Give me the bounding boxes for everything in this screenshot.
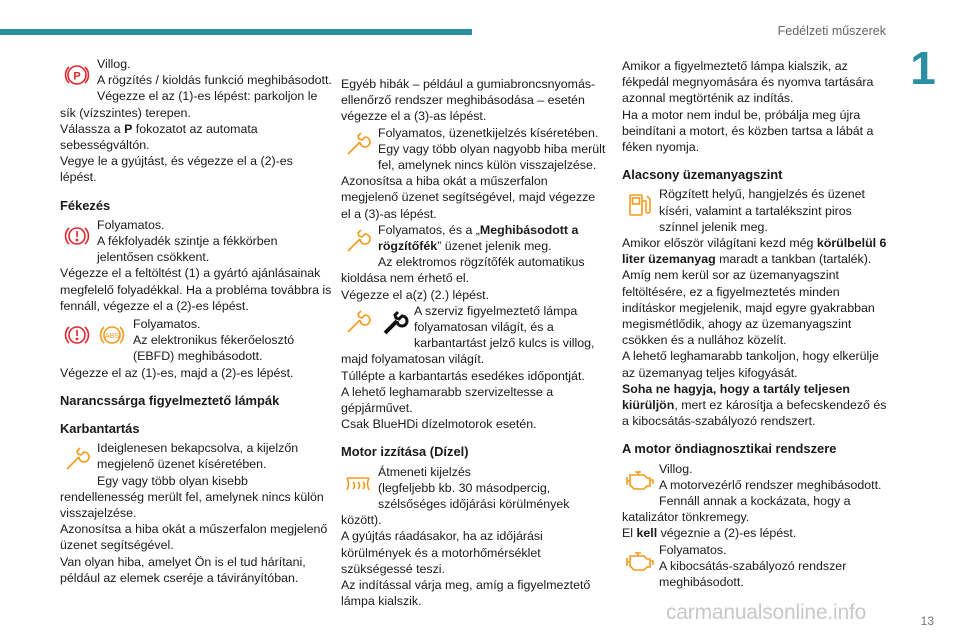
wrench-and-key-icons — [341, 305, 411, 339]
column-1 — [60, 56, 332, 586]
brake-warning-icon — [60, 219, 94, 253]
glow-plug-icon — [341, 466, 375, 500]
chapter-number: 1 — [910, 42, 936, 94]
heading-engine-diagnostics: A motor öndiagnosztikai rendszere — [622, 441, 837, 457]
service-wrench-icon — [341, 127, 375, 161]
heading-orange-lamps: Narancssárga figyelmeztető lámpák — [60, 392, 280, 408]
preheat-block: Átmeneti kijelzés (legfeljebb kb. 30 másodpercig, szélsőséges időjárási körülmények között). A gyújtás ráadásakor, ha az időjárási körülmények és a motorhőmérséklet szükségessé teszi. Az indítással várja meg, amíg a figyelmeztető lámpa kialszik. — [341, 464, 591, 609]
heading-glow-plug: Motor izzítása (Dízel) — [341, 444, 469, 460]
service-wrench-icon — [60, 442, 94, 476]
parking-brake-warning-block: P Villog. A rögzítés / kioldás funkció meghibásodott. Végezze el az (1)-es lépést: parkoljon le sík (vízszintes) terepen. Válassza a P fokozatot az automata sebességváltón. Vegye le a gyújtást, és végezze el a (2)-es lépést. — [60, 57, 332, 185]
parking-brake-fault-block: Folyamatos, és a „Meghibásodott a rögzítőfék” üzenet jelenik meg. Az elektromos rögzítőfék automatikus kioldása nem érhető el. Végezze el a(z) (2.) lépést. — [341, 222, 585, 302]
heading-karbantartas: Karbantartás — [60, 421, 140, 437]
engine-icon — [622, 463, 656, 497]
heading-fekezes: Fékezés — [60, 197, 111, 213]
svg-text:P: P — [73, 70, 81, 83]
engine-icon — [622, 544, 656, 578]
column-2: Egyéb hibák – például a gumiabroncsnyomás-ellenőrző rendszer meghibásodása – esetén végezze el a (3)-as lépést. Folyamatos, üzenetkijelzés kíséretében. Egy vagy több olyan nagyobb hiba merült fel, amelynek nincs külön visszajelzése. Azonosítsa a hiba okát a műszerfalon megjelenő üzenet segítségével, majd végezze el a (3)-as lépést. Folyamatos, és a „Meghibásodott a rögzítőfék” üzenet jelenik meg. Az elektromos rögzítőfék automatikus kioldása nem érhető el. Végezze el a(z) (2.) lépést. A szerviz figyelmeztető lámpa folyamatosan világít, és a karbantartást jelző kulcs is villog, majd folyamatosan világít. Túllépte a karbantartás esedékes időpontját. A lehető leghamarabb szervizeltesse a gépjárművet. Csak BlueHDi dízelmotorok esetén. Motor izzítása (Dízel) Átmeneti kijelzés (legfeljebb kb. 30 másodpercig, szélsőséges időjárási körülmények között). A gyújtás ráadásakor, ha az időjárási körülmények és a motorhőmérséklet szükségessé teszi. Az indítással várja meg, amíg a figyelmeztető lámpa kialszik. — [341, 77, 606, 609]
ebfd-block: ABS Folyamatos. Az elektronikus fékerőelosztó (EBFD) meghibásodott. Végezze el az (1)-es, majd a (2)-es lépést. — [60, 317, 295, 380]
heading-low-fuel: Alacsony üzemanyagszint — [622, 167, 783, 183]
major-fault-block: Folyamatos, üzenetkijelzés kíséretében. Egy vagy több olyan nagyobb hiba merült fel, amelynek nincs külön visszajelzése. Azonosítsa a hiba okát a műszerfalon megjelenő üzenet segítségével, majd végezze el a (3)-as lépést. — [341, 125, 606, 221]
svg-text:ABS: ABS — [104, 333, 120, 341]
service-key-block: A szerviz figyelmeztető lámpa folyamatosan világít, és a karbantartást jelző kulcs is villog, majd folyamatosan világít. Túllépte a karbantartás esedékes időpontját. A lehető leghamarabb szervizeltesse a gépjárművet. Csak BlueHDi dízelmotorok esetén. — [341, 303, 595, 432]
brake-and-abs-icons — [60, 318, 130, 352]
section-title: Fedélzeti műszerek — [777, 24, 886, 38]
parking-brake-p-icon — [60, 58, 94, 92]
column-3: Amikor a figyelmeztető lámpa kialszik, az fékpedál megnyomására és nyomva tartására azonnal megtörténik az indítás. Ha a motor nem indul be, próbálja meg újra beindítani a motort, és közben tartsa a lábát a féken nyomja. Alacsony üzemanyagszint Rögzített helyű, hangjelzés és üzenet kíséri, valamint a tartalékszint piros színnel jelenik meg. Amikor először világítani kezd még körülbelül 6 liter üzemanyag maradt a tankban (tartalék). Amíg nem kerül sor az üzemanyagszint feltöltésére, ez a figyelmeztetés minden indításkor megjelenik, majd egyre gyakrabban megismétlődik, ahogy az üzemanyagszint csökken és a nullához közelít. A lehető leghamarabb tankoljon, hogy elkerülje az üzemanyag teljes kifogyását. Soha ne hagyja, hogy a tartály teljesen kiürüljön, mert ez károsítja a befecskendező és a kibocsátás-szabályozó rendszert. A motor öndiagnosztikai rendszere Villog. A motorvezérlő rendszer meghibásodott. Fennáll annak a kockázata, hogy a katalizátor tönkremegy. El kell végeznie a (2)-es lépést. Folyamatos. A kibocsátás-szabályozó rendszer meghibásodott. — [622, 58, 894, 590]
header-accent-bar — [0, 29, 472, 35]
service-block: Ideiglenesen bekapcsolva, a kijelzőn megjelenő üzenet kíséretében. Egy vagy több olyan kisebb rendellenesség merült fel, amelynek nincs külön visszajelzése. Azonosítsa a hiba okát a műszerfalon megjelenő üzenet segítségével. Van olyan hiba, amelyet Ön is el tud hárítani, például az elemek cseréje a távirányítóban. — [60, 441, 328, 585]
brake-fluid-block: Folyamatos. A fékfolyadék szintje a fékkörben jelentősen csökkent. Végezze el a feltöltést (1) a gyártó ajánlásainak megfelelő folyadékkal. Ha a probléma továbbra is fennáll, végezze el a (2)-es lépést. — [60, 217, 332, 313]
engine-fault-flashing-block: Villog. A motorvezérlő rendszer meghibásodott. Fennáll annak a kockázata, hogy a katalizátor tönkremegy. El kell végeznie a (2)-es lépést. — [622, 461, 882, 541]
service-wrench-icon — [341, 224, 375, 258]
watermark: carmanualsonline.info — [666, 601, 867, 624]
page-number: 13 — [920, 614, 934, 628]
engine-fault-steady-block: Folyamatos. A kibocsátás-szabályozó rendszer meghibásodott. — [622, 542, 894, 591]
low-fuel-block: Rögzített helyű, hangjelzés és üzenet kíséri, valamint a tartalékszint piros színnel jelenik meg. Amikor először világítani kezd még körülbelül 6 liter üzemanyag maradt a tankban (tartalék). Amíg nem kerül sor az üzemanyagszint feltöltésére, ez a figyelmeztetés minden indításkor megjelenik, majd egyre gyakrabban megismétlődik, ahogy az üzemanyagszint csökken és a nullához közelít. A lehető leghamarabb tankoljon, hogy elkerülje az üzemanyag teljes kifogyását. Soha ne hagyja, hogy a tartály teljesen kiürüljön, mert ez károsítja a befecskendező és a kibocsátás-szabályozó rendszert. — [622, 187, 887, 429]
fuel-pump-icon — [622, 188, 656, 222]
